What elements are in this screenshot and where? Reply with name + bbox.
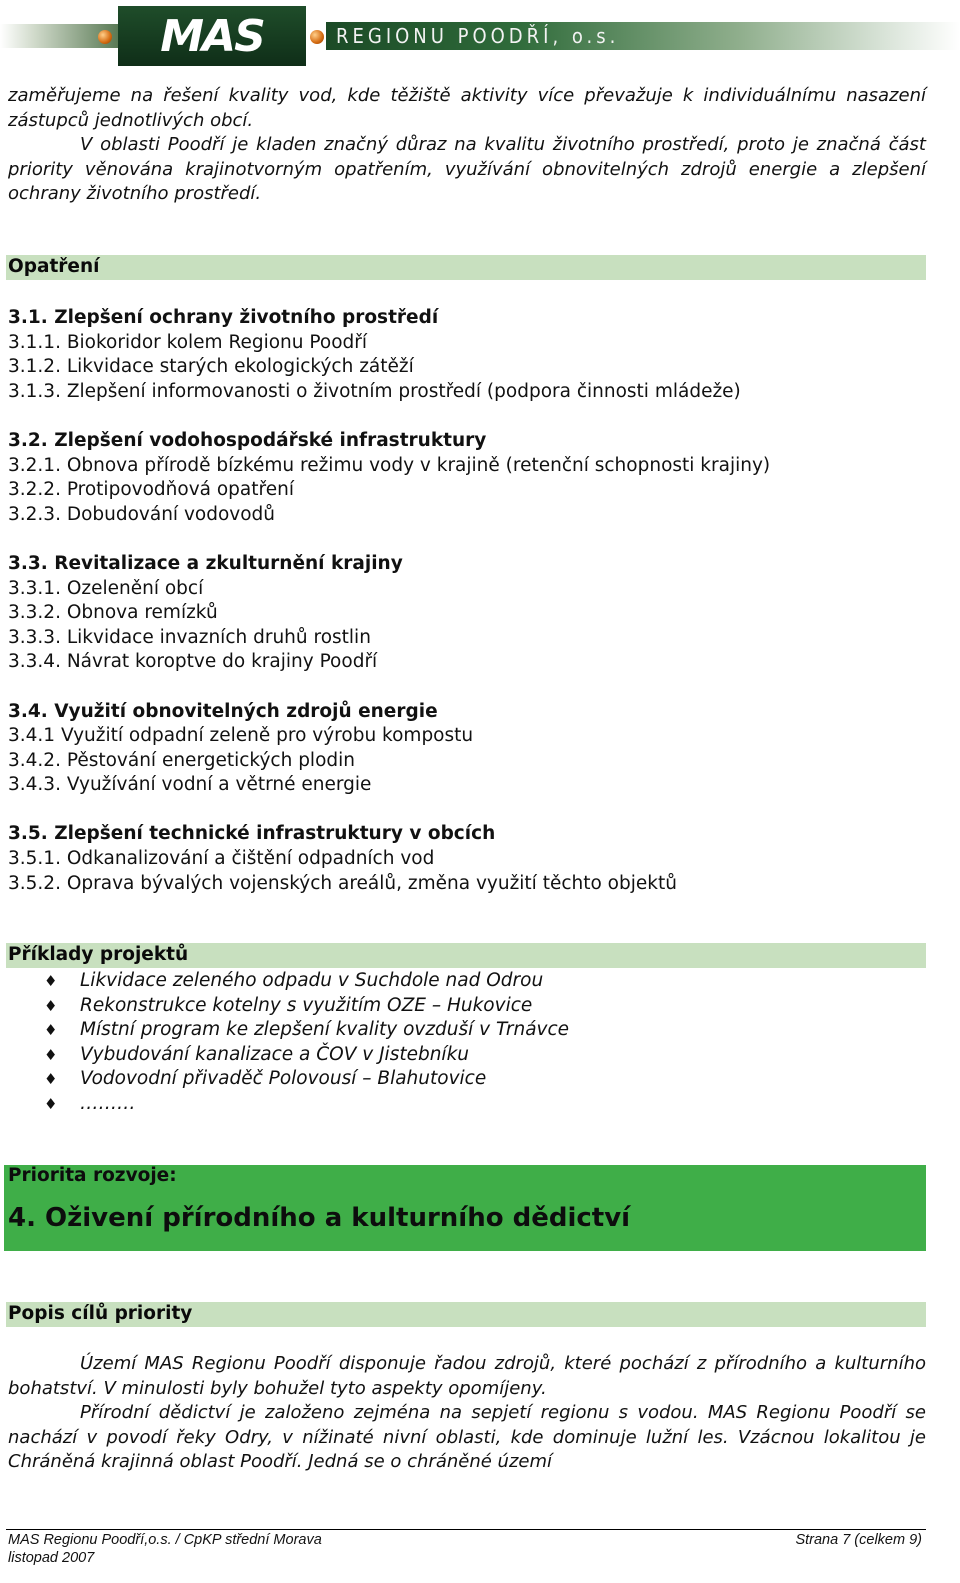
measure-heading: 3.2. Zlepšení vodohospodářské infrastruktury xyxy=(8,429,487,451)
section-popis xyxy=(6,1302,926,1327)
measure-item: 3.2.3. Dobudování vodovodů xyxy=(8,503,276,525)
mas-logo xyxy=(118,6,306,66)
measure-item: 3.2.2. Protipovodňová opatření xyxy=(8,479,294,501)
list-item xyxy=(8,1018,569,1043)
logo-text: MAS xyxy=(160,10,264,62)
measure-item: 3.1.2. Likvidace starých ekologických zátěží xyxy=(8,356,414,378)
project-example: Likvidace zeleného odpadu v Suchdole nad Odrou xyxy=(80,970,544,991)
diamond-bullet-icon: ♦ xyxy=(44,1070,58,1089)
list-item xyxy=(8,1043,569,1068)
measures-list xyxy=(8,306,770,896)
measure-item: 3.3.1. Ozelenění obcí xyxy=(8,577,204,599)
project-example: Vodovodní přivaděč Polovousí – Blahutovice xyxy=(80,1068,487,1090)
diamond-bullet-icon: ♦ xyxy=(44,1021,58,1040)
diamond-bullet-icon: ♦ xyxy=(44,1094,58,1113)
priority-label: Priorita rozvoje: xyxy=(8,1165,177,1186)
measure-item: 3.1.3. Zlepšení informovanosti o životním prostředí (podpora činnosti mládeže) xyxy=(8,380,741,402)
measure-item: 3.2.1. Obnova přírodě bízkému režimu vody v krajině (retenční schopnosti krajiny) xyxy=(8,454,771,476)
project-example: Vybudování kanalizace a ČOV v Jistebníku xyxy=(80,1043,470,1065)
footer-date: listopad 2007 xyxy=(8,1550,95,1566)
measure-item: 3.5.2. Oprava bývalých vojenských areálů, změna využití těchto objektů xyxy=(8,872,677,894)
project-examples-list xyxy=(8,969,569,1117)
intro-paragraph-1: zaměřujeme na řešení kvality vod, kde těžiště aktivity více převažuje k individuálnímu nasazení zástupců jednotlivých obcí. xyxy=(8,85,926,131)
list-item xyxy=(8,1092,569,1117)
list-item xyxy=(8,1067,569,1092)
section-opatreni xyxy=(6,255,926,280)
org-name: REGIONU POODŘÍ, o.s. xyxy=(336,24,620,48)
measure-heading: 3.4. Využití obnovitelných zdrojů energie xyxy=(8,700,438,722)
page-number: Strana 7 (celkem 9) xyxy=(795,1532,922,1548)
intro-paragraph-2: V oblasti Poodří je kladen značný důraz na kvalitu životního prostředí, proto je značná část priority věnována krajinotvorným opatřením, využívání obnovitelných zdrojů energie a zlepšení ochrany životního prostředí. xyxy=(8,134,926,204)
section-priklady xyxy=(6,943,926,968)
measure-item: 3.5.1. Odkanalizování a čištění odpadních vod xyxy=(8,848,435,870)
priority-box xyxy=(4,1165,926,1251)
project-example: Místní program ke zlepšení kvality ovzduší v Trnávce xyxy=(80,1019,570,1041)
section-label: Popis cílů priority xyxy=(8,1303,193,1324)
measure-heading: 3.5. Zlepšení technické infrastruktury v obcích xyxy=(8,823,496,845)
header-dot-icon xyxy=(98,30,112,44)
page-footer xyxy=(8,1531,922,1567)
footer-org: MAS Regionu Poodří,o.s. / CpKP střední Morava xyxy=(8,1532,322,1548)
diamond-bullet-icon: ♦ xyxy=(44,996,58,1015)
description-text xyxy=(8,1352,926,1475)
list-item xyxy=(8,994,569,1019)
header-stripe-right xyxy=(326,22,960,50)
diamond-bullet-icon: ♦ xyxy=(44,1045,58,1064)
diamond-bullet-icon: ♦ xyxy=(44,972,58,990)
list-item xyxy=(8,969,569,994)
project-example: ……… xyxy=(80,1092,136,1114)
footer-divider xyxy=(6,1529,926,1530)
measure-item: 3.4.1 Využití odpadní zeleně pro výrobu kompostu xyxy=(8,725,474,747)
intro-text xyxy=(8,84,926,207)
measure-item: 3.3.2. Obnova remízků xyxy=(8,602,218,624)
section-label: Opatření xyxy=(8,256,100,277)
measure-item: 3.4.3. Využívání vodní a větrné energie xyxy=(8,774,372,796)
description-paragraph-1: Území MAS Regionu Poodří disponuje řadou zdrojů, které pochází z přírodního a kulturního bohatství. V minulosti byly bohužel tyto aspekty opomíjeny. xyxy=(8,1353,926,1399)
project-example: Rekonstrukce kotelny s využitím OZE – Hukovice xyxy=(80,994,533,1016)
measure-item: 3.3.3. Likvidace invazních druhů rostlin xyxy=(8,626,371,648)
measure-heading: 3.3. Revitalizace a zkulturnění krajiny xyxy=(8,552,403,574)
measure-heading: 3.1. Zlepšení ochrany životního prostředí xyxy=(8,307,439,328)
section-label: Příklady projektů xyxy=(8,944,189,965)
measure-item: 3.3.4. Návrat koroptve do krajiny Poodří xyxy=(8,651,378,673)
measure-item: 3.1.1. Biokoridor kolem Regionu Poodří xyxy=(8,331,368,353)
document-header xyxy=(0,0,960,70)
measure-item: 3.4.2. Pěstování energetických plodin xyxy=(8,749,356,771)
priority-title: 4. Oživení přírodního a kulturního dědictví xyxy=(8,1203,631,1233)
description-paragraph-2: Přírodní dědictví je založeno zejména na sepjetí regionu s vodou. MAS Regionu Poodří se nachází v povodí řeky Odry, v nížinaté nivní oblasti, kde dominuje lužní les. Vzácnou lokalitou je Chráněná krajinná oblast Poodří. Jedná se o chráněné území xyxy=(8,1402,926,1472)
header-dot-icon xyxy=(310,30,324,44)
